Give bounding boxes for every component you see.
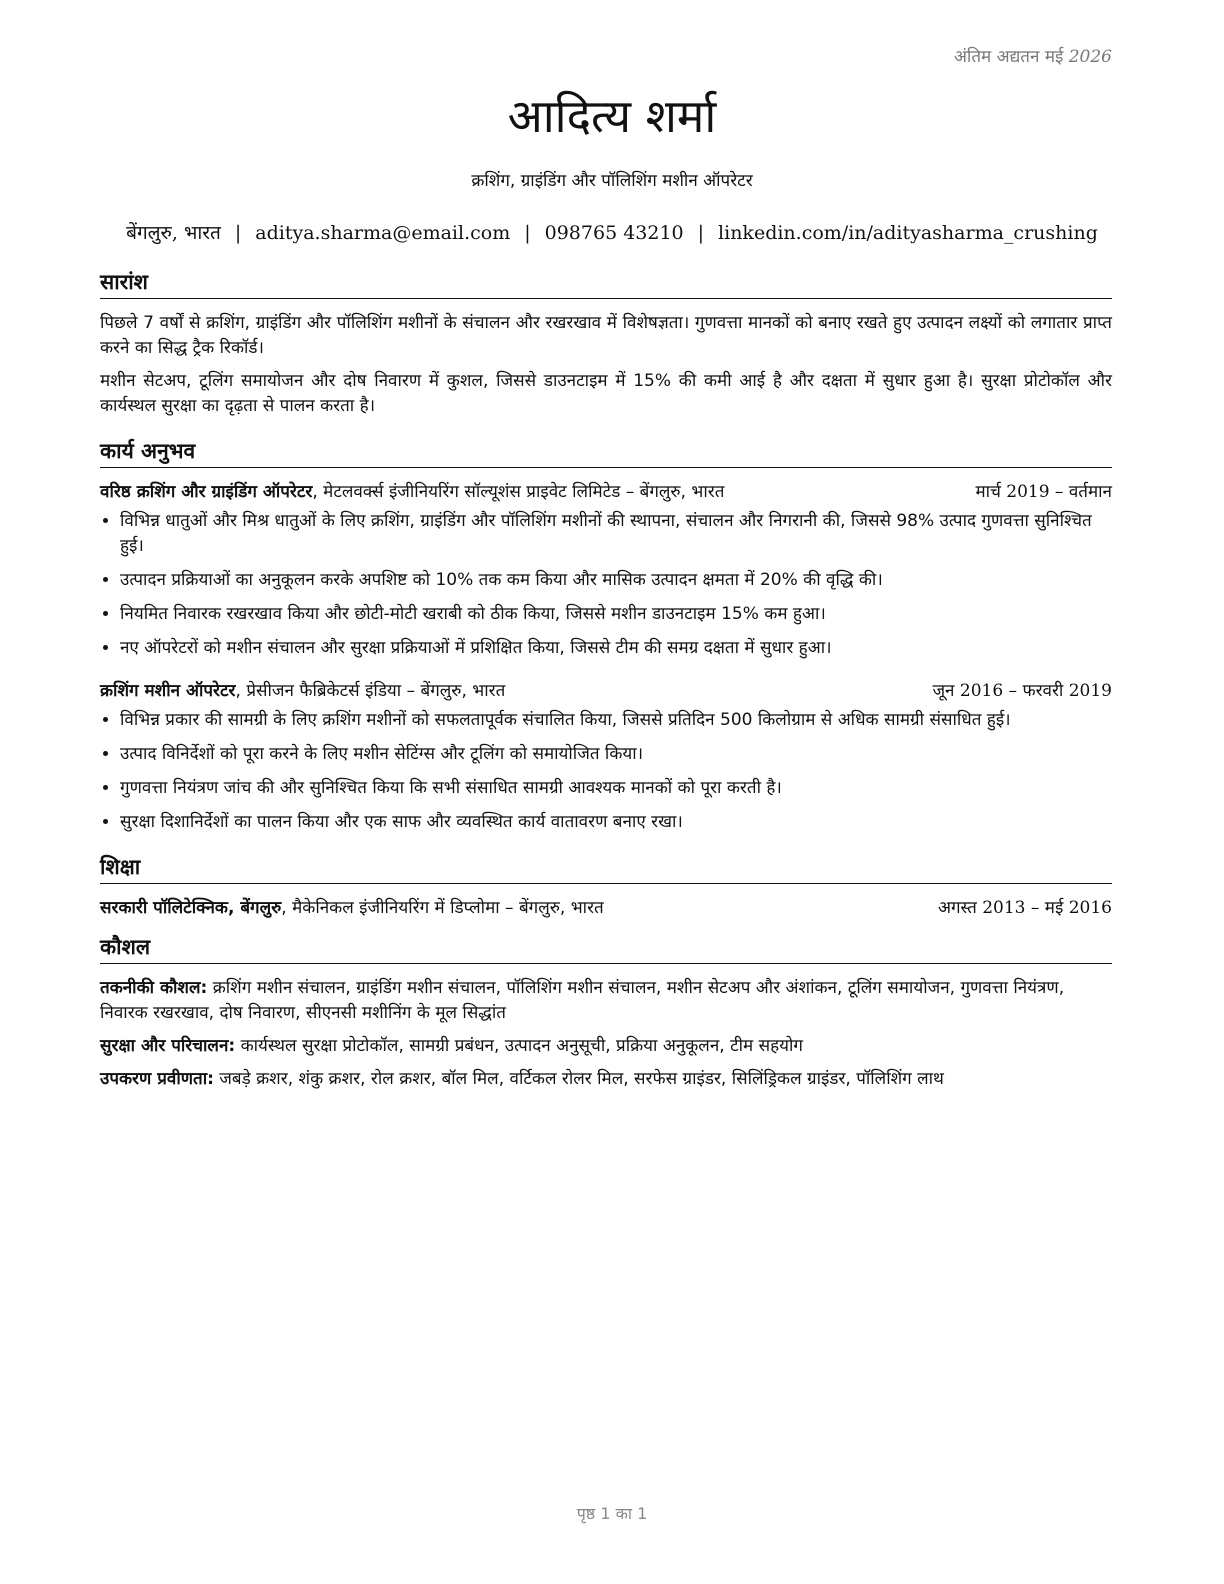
- job-bullet: • उत्पाद विनिर्देशों को पूरा करने के लिए मशीन सेटिंग्स और टूलिंग को समायोजित किया।: [120, 742, 1112, 767]
- education-detail: , मैकेनिकल इंजीनियरिंग में डिप्लोमा – बेंगलुरु, भारत: [281, 898, 604, 918]
- job-bullets: [100, 509, 1112, 661]
- contact-phone: 098765 43210: [544, 222, 684, 244]
- education-school: सरकारी पॉलिटेक्निक, बेंगलुरु: [100, 898, 282, 918]
- skill-group: [100, 1067, 1112, 1092]
- job-bullet: • विभिन्न प्रकार की सामग्री के लिए क्रशिंग मशीनों को सफलतापूर्वक संचालित किया, जिससे प्रतिदिन 500 किलोग्राम से अधिक सामग्री संसाधित हुई।: [120, 708, 1112, 733]
- skills-section: [100, 933, 1112, 1092]
- contact-linkedin[interactable]: linkedin.com/in/adityasharma_crushing: [718, 222, 1098, 244]
- job-dates: मार्च 2019 – वर्तमान: [975, 482, 1112, 502]
- skill-group: [100, 976, 1112, 1026]
- job-role: क्रशिंग मशीन ऑपरेटर: [100, 681, 236, 701]
- summary-section: [100, 268, 1112, 419]
- skill-group-label: तकनीकी कौशल:: [100, 978, 208, 998]
- job-header: [100, 679, 1112, 704]
- experience-heading: कार्य अनुभव: [100, 437, 1112, 468]
- skill-group-text: जबड़े क्रशर, शंकु क्रशर, रोल क्रशर, बॉल मिल, वर्टिकल रोलर मिल, सरफेस ग्राइंडर, सिलिंड्रिकल ग्राइंडर, पॉलिशिंग लाथ: [213, 1069, 944, 1089]
- job-entry: [100, 480, 1112, 661]
- education-section: [100, 853, 1112, 921]
- job-title: क्रशिंग, ग्राइंडिंग और पॉलिशिंग मशीन ऑपरेटर: [471, 171, 753, 191]
- skill-group-text: कार्यस्थल सुरक्षा प्रोटोकॉल, सामग्री प्रबंधन, उत्पादन अनुसूची, प्रक्रिया अनुकूलन, टीम सहयोग: [235, 1036, 803, 1056]
- education-dates: अगस्त 2013 – मई 2016: [937, 898, 1112, 918]
- contact-separator: |: [234, 222, 242, 244]
- summary-heading: सारांश: [100, 268, 1112, 299]
- summary-paragraph: मशीन सेटअप, टूलिंग समायोजन और दोष निवारण में कुशल, जिससे डाउनटाइम में 15% की कमी आई है और दक्षता में सुधार हुआ है। सुरक्षा प्रोटोकॉल और कार्यस्थल सुरक्षा का दृढ़ता से पालन करता है।: [100, 371, 1112, 416]
- summary-paragraph: पिछले 7 वर्षों से क्रशिंग, ग्राइंडिंग और पॉलिशिंग मशीनों के संचालन और रखरखाव में विशेषज्ञता। गुणवत्ता मानकों को बनाए रखते हुए उत्पादन लक्ष्यों को लगातार प्राप्त करने का सिद्ध ट्रैक रिकॉर्ड।: [100, 313, 1112, 358]
- candidate-name: आदित्य शर्मा: [507, 89, 717, 143]
- job-bullet: • गुणवत्ता नियंत्रण जांच की और सुनिश्चित किया कि सभी संसाधित सामग्री आवश्यक मानकों को पूरा करती है।: [120, 776, 1112, 801]
- job-header: [100, 480, 1112, 505]
- last-updated-year: 2026: [1068, 47, 1112, 67]
- last-updated-label: अंतिम अद्यतन मई: [953, 47, 1064, 67]
- job-bullet: • नियमित निवारक रखरखाव किया और छोटी-मोटी खराबी को ठीक किया, जिससे मशीन डाउनटाइम 15% कम हुआ।: [120, 602, 1112, 627]
- contact-line: [0, 219, 1224, 245]
- job-bullet: • नए ऑपरेटरों को मशीन संचालन और सुरक्षा प्रक्रियाओं में प्रशिक्षित किया, जिससे टीम की समग्र दक्षता में सुधार हुआ।: [120, 636, 1112, 661]
- contact-location: बेंगलुरु, भारत: [126, 222, 221, 244]
- job-bullet: • उत्पादन प्रक्रियाओं का अनुकूलन करके अपशिष्ट को 10% तक कम किया और मासिक उत्पादन क्षमता में 20% की वृद्धि की।: [120, 568, 1112, 593]
- job-company: , मेटलवर्क्स इंजीनियरिंग सॉल्यूशंस प्राइवेट लिमिटेड – बेंगलुरु, भारत: [312, 482, 725, 502]
- skill-group-label: उपकरण प्रवीणता:: [100, 1069, 214, 1089]
- job-bullet: • सुरक्षा दिशानिर्देशों का पालन किया और एक साफ और व्यवस्थित कार्य वातावरण बनाए रखा।: [120, 810, 1112, 835]
- last-updated: [954, 44, 1112, 67]
- job-company: , प्रेसीजन फैब्रिकेटर्स इंडिया – बेंगलुरु, भारत: [235, 681, 506, 701]
- contact-separator: |: [524, 222, 531, 244]
- job-entry: [100, 679, 1112, 835]
- education-entry: [100, 896, 1112, 921]
- skill-group: [100, 1034, 1112, 1059]
- skills-heading: कौशल: [100, 933, 1112, 964]
- experience-section: [100, 437, 1112, 835]
- resume-body: [100, 268, 1112, 1100]
- contact-separator: |: [697, 222, 705, 244]
- education-heading: शिक्षा: [100, 853, 1112, 884]
- skill-group-label: सुरक्षा और परिचालन:: [100, 1036, 236, 1056]
- job-dates: जून 2016 – फरवरी 2019: [932, 681, 1112, 701]
- job-bullet: • विभिन्न धातुओं और मिश्र धातुओं के लिए क्रशिंग, ग्राइंडिंग और पॉलिशिंग मशीनों की स्थापना, संचालन और निगरानी की, जिससे 98% उत्पाद गुणवत्ता सुनिश्चित हुई।: [120, 509, 1112, 559]
- skill-group-text: क्रशिंग मशीन संचालन, ग्राइंडिंग मशीन संचालन, पॉलिशिंग मशीन संचालन, मशीन सेटअप और अंशांकन, टूलिंग समायोजन, गुणवत्ता नियंत्रण, निवारक रखरखाव, दोष निवारण, सीएनसी मशीनिंग के मूल सिद्धांत: [100, 978, 1065, 1023]
- page-number: पृष्ठ 1 का 1: [576, 1504, 648, 1523]
- job-bullets: [100, 708, 1112, 835]
- contact-email[interactable]: aditya.sharma@email.com: [255, 222, 511, 244]
- job-role: वरिष्ठ क्रशिंग और ग्राइंडिंग ऑपरेटर: [100, 482, 313, 502]
